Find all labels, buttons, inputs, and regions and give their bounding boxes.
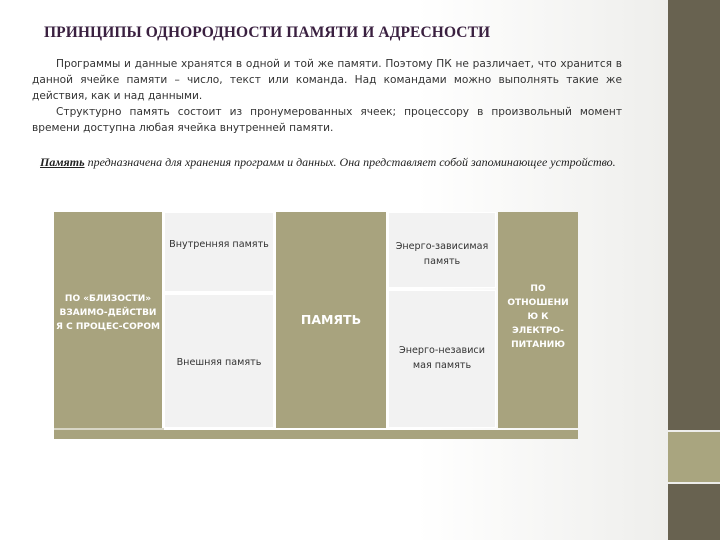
slide-title: ПРИНЦИПЫ ОДНОРОДНОСТИ ПАМЯТИ И АДРЕСНОСТИ bbox=[44, 24, 491, 41]
diagram-base-bar bbox=[54, 430, 578, 439]
paragraph-2: Структурно память состоит из пронумерованных ячеек; процессору в произвольный момент времени доступна любая ячейка внутренней памяти. bbox=[32, 106, 622, 134]
nonvolatile-memory-label: Энерго-независи мая память bbox=[399, 345, 485, 371]
decor-stripe-bottom bbox=[668, 484, 720, 540]
proximity-category-box bbox=[54, 212, 162, 428]
power-category-label: ПО ОТНОШЕНИ Ю К ЭЛЕКТРО-ПИТАНИЮ bbox=[507, 284, 569, 350]
internal-memory-box bbox=[164, 212, 274, 292]
nonvolatile-memory-box bbox=[388, 290, 496, 428]
external-memory-label: Внешняя память bbox=[176, 357, 262, 368]
definition-text: предназначена для хранения программ и данных. Она представляет собой запоминающее устройство. bbox=[84, 155, 616, 169]
external-memory-box bbox=[164, 294, 274, 428]
definition-term: Память bbox=[40, 155, 85, 169]
memory-center-box bbox=[276, 212, 386, 428]
body-text bbox=[32, 56, 622, 136]
decor-stripe-middle bbox=[668, 432, 720, 482]
internal-memory-label: Внутренняя память bbox=[169, 239, 269, 250]
proximity-category-label: ПО «БЛИЗОСТИ» ВЗАИМО-ДЕЙСТВИ Я С ПРОЦЕС-СОРОМ bbox=[56, 294, 160, 332]
memory-definition bbox=[18, 154, 638, 171]
paragraph-1: Программы и данные хранятся в одной и той же памяти. Поэтому ПК не различает, что хранится в данной ячейке памяти – число, текст или команда. Над командами можно выполнять такие же действия, как и над данными. bbox=[32, 58, 622, 102]
decor-stripe-top bbox=[668, 0, 720, 430]
power-category-box bbox=[498, 212, 578, 428]
memory-center-label: ПАМЯТЬ bbox=[300, 312, 362, 327]
volatile-memory-label: Энерго-зависимая память bbox=[395, 241, 489, 267]
memory-diagram bbox=[54, 212, 578, 440]
volatile-memory-box bbox=[388, 212, 496, 288]
